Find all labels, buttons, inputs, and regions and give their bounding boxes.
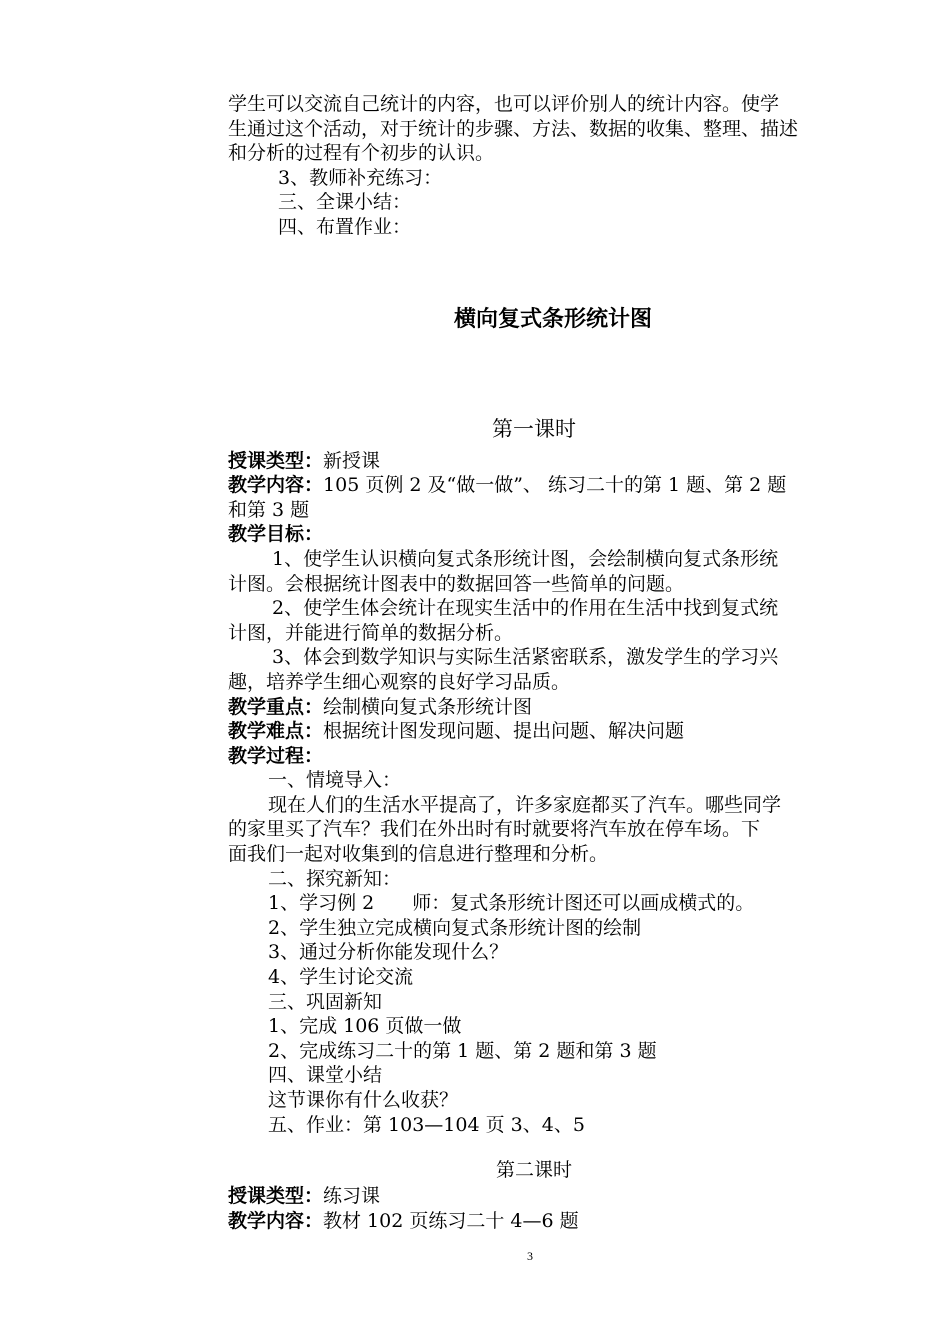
field-row [228, 719, 840, 744]
process-line: 2、完成练习二十的第 1 题、第 2 题和第 3 题 [268, 1039, 657, 1062]
list-item: 3、教师补充练习： [278, 166, 443, 189]
field-row [228, 695, 840, 720]
field-label: 教学目标： [228, 523, 324, 546]
list-item: 四、布置作业： [278, 215, 412, 238]
process-line: 3、通过分析你能发现什么？ [268, 941, 509, 964]
section-title: 横向复式条形统计图 [453, 306, 652, 332]
paragraph-line: 和分析的过程有个初步的认识。 [228, 142, 495, 165]
process-line: 的家里买了汽车？我们在外出时有时就要将汽车放在停车场。下 [228, 818, 761, 841]
process-line: 四、课堂小结 [268, 1064, 383, 1087]
field-label: 教学内容： [228, 1209, 324, 1232]
field-value: 105 页例 2 及“做一做”、 练习二十的第 1 题、第 2 题 [323, 474, 787, 497]
process-line: 一、情境导入： [268, 769, 402, 792]
field-row [228, 473, 840, 498]
list-item: 三、全课小结： [278, 191, 412, 214]
goal-line: 趣，培养学生细心观察的良好学习品质。 [228, 670, 571, 693]
goal-line: 3、体会到数学知识与实际生活紧密联系，激发学生的学习兴 [272, 646, 779, 669]
process-line: 二、探究新知： [268, 867, 402, 890]
field-row [228, 449, 840, 474]
field-value: 练习课 [323, 1185, 381, 1208]
lesson-heading: 第一课时 [492, 416, 576, 441]
process-line: 这节课你有什么收获？ [268, 1089, 459, 1111]
goal-line: 2、使学生体会统计在现实生活中的作用在生活中找到复式统 [272, 597, 779, 620]
goal-line: 计图，并能进行简单的数据分析。 [228, 621, 514, 644]
field-label: 教学重点： [228, 695, 324, 718]
field-label: 教学难点： [228, 720, 324, 743]
process-line: 1、完成 106 页做一做 [268, 1015, 462, 1038]
field-label: 教学过程： [228, 744, 324, 767]
goal-line: 1、使学生认识横向复式条形统计图，会绘制横向复式条形统 [272, 547, 779, 570]
process-line: 面我们一起对收集到的信息进行整理和分析。 [228, 843, 609, 866]
field-label: 授课类型： [228, 1185, 324, 1208]
field-value: 新授课 [323, 449, 381, 472]
lesson-heading: 第二课时 [495, 1159, 572, 1182]
field-label: 授课类型： [228, 449, 324, 472]
goal-line: 计图。会根据统计图表中的数据回答一些简单的问题。 [228, 572, 685, 595]
process-line: 三、巩固新知 [268, 990, 383, 1013]
paragraph-line: 学生可以交流自己统计的内容，也可以评价别人的统计内容。使学 [228, 93, 780, 115]
page-number: 3 [527, 1249, 533, 1263]
field-label: 教学内容： [228, 474, 324, 497]
field-value: 绘制横向复式条形统计图 [323, 695, 533, 718]
field-continuation: 和第 3 题 [228, 498, 310, 521]
process-line: 4、学生讨论交流 [268, 966, 414, 989]
process-line: 2、学生独立完成横向复式条形统计图的绘制 [268, 916, 642, 939]
field-row [228, 1209, 840, 1234]
process-line: 1、学习例 2 师：复式条形统计图还可以画成横式的。 [268, 892, 755, 915]
process-line: 五、作业：第 103—104 页 3、4、5 [268, 1113, 585, 1136]
process-line: 现在人们的生活水平提高了，许多家庭都买了汽车。哪些同学 [268, 793, 782, 816]
field-value: 教材 102 页练习二十 4—6 题 [323, 1209, 579, 1232]
field-row [228, 1184, 840, 1209]
paragraph-line: 生通过这个活动，对于统计的步骤、方法、数据的收集、整理、描述 [228, 117, 799, 140]
document-page [228, 92, 840, 1233]
field-value: 根据统计图发现问题、提出问题、解决问题 [323, 720, 685, 743]
